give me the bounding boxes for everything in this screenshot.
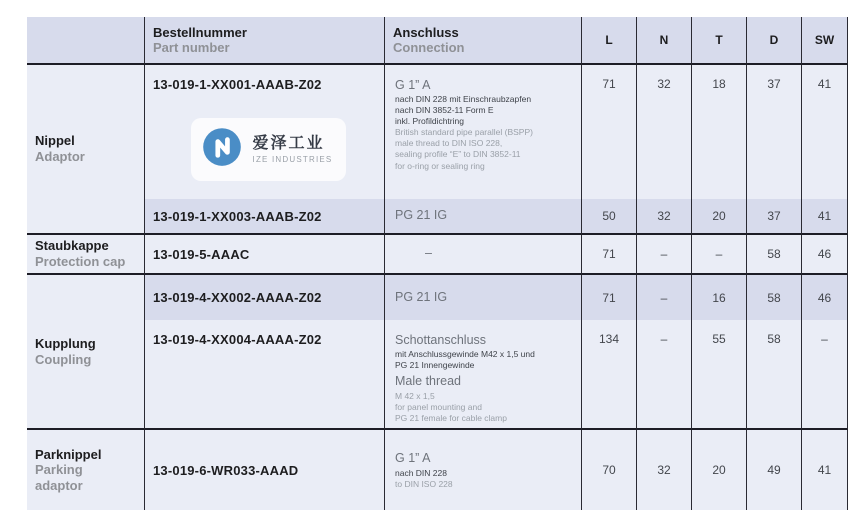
- dim-value-SW: 41: [802, 430, 848, 510]
- connection-lead: Male thread: [395, 374, 462, 389]
- dim-value-D: 49: [747, 430, 802, 510]
- connection-lead: G 1” A: [395, 451, 431, 466]
- header-dim-N: N: [637, 17, 692, 65]
- part-number: 13-019-5-AAAC: [153, 246, 250, 262]
- dim-value-L: 70: [582, 430, 637, 510]
- header-dim-D: D: [747, 17, 802, 65]
- part-cell: [145, 65, 385, 199]
- group-label-parknippel: [27, 430, 145, 510]
- dim-value-D: 37: [747, 199, 802, 235]
- header-part-de: Bestellnummer: [153, 25, 247, 40]
- dim-value-L: 134: [582, 320, 637, 430]
- part-cell: [145, 320, 385, 430]
- connection-lead: PG 21 IG: [395, 208, 448, 223]
- dim-value-L: 71: [582, 275, 637, 320]
- dim-value-T: 18: [692, 65, 747, 199]
- dim-value-T: 20: [692, 199, 747, 235]
- group-label-de: Nippel: [35, 133, 75, 149]
- connection-cell: [385, 235, 582, 275]
- connection-cell: [385, 430, 582, 510]
- dim-value-D: 58: [747, 235, 802, 275]
- dim-value-SW: 41: [802, 199, 848, 235]
- dim-value-N: 32: [637, 65, 692, 199]
- connection-en-line: for o-ring or sealing ring: [395, 160, 485, 171]
- dim-value-D: 58: [747, 320, 802, 430]
- dim-value-N: –: [637, 320, 692, 430]
- dim-value-T: 20: [692, 430, 747, 510]
- connection-cell: [385, 275, 582, 320]
- connection-de-line: nach DIN 228: [395, 467, 447, 478]
- part-number: 13-019-4-XX004-AAAA-Z02: [153, 332, 322, 347]
- group-label-de: Parknippel: [35, 446, 102, 462]
- connection-cell: [385, 199, 582, 235]
- dim-value-T: 55: [692, 320, 747, 430]
- group-label-en: Coupling: [35, 351, 92, 367]
- connection-lead: PG 21 IG: [395, 289, 448, 304]
- dim-value-L: 71: [582, 235, 637, 275]
- connection-en-line: PG 21 female for cable clamp: [395, 412, 507, 423]
- dim-value-L: 71: [582, 65, 637, 199]
- group-label-kupplung: [27, 275, 145, 430]
- part-number: 13-019-1-XX001-AAAB-Z02: [153, 77, 322, 92]
- connection-en-line: to DIN ISO 228: [395, 478, 453, 489]
- connection-de-line: PG 21 Innengewinde: [395, 360, 475, 371]
- header-connection: [385, 17, 582, 65]
- connection-en-line: for panel mounting and: [395, 401, 482, 412]
- group-label-en: Protection cap: [35, 254, 126, 269]
- dim-value-SW: –: [802, 320, 848, 430]
- connection-de-line: nach DIN 228 mit Einschraubzapfen: [395, 94, 532, 105]
- group-label-en: Adaptor: [35, 149, 85, 164]
- connection-lead: Schottanschluss: [395, 333, 487, 347]
- part-number: 13-019-1-XX003-AAAB-Z02: [153, 208, 322, 224]
- group-label-staubkappe: [27, 235, 145, 275]
- part-cell: [145, 235, 385, 275]
- header-empty-cell: [27, 17, 145, 65]
- dim-value-SW: 46: [802, 235, 848, 275]
- group-label-nippel: [27, 65, 145, 235]
- connection-en-line: M 42 x 1,5: [395, 390, 435, 401]
- header-conn-en: Connection: [393, 40, 465, 55]
- dim-value-L: 50: [582, 199, 637, 235]
- connection-cell: [385, 320, 582, 430]
- group-label-de: Kupplung: [35, 335, 96, 351]
- connection-en-line: British standard pipe parallel (BSPP): [395, 127, 533, 138]
- part-cell: [145, 275, 385, 320]
- ize-logo-text: [253, 135, 333, 164]
- connection-en-line: sealing profile “E” to DIN 3852-11: [395, 149, 521, 160]
- header-dim-SW: SW: [802, 17, 848, 65]
- dim-value-T: –: [692, 235, 747, 275]
- dim-value-D: 37: [747, 65, 802, 199]
- header-conn-de: Anschluss: [393, 25, 459, 40]
- connection-en-line: male thread to DIN ISO 228,: [395, 138, 503, 149]
- ize-logo-icon: [201, 126, 243, 173]
- part-cell: [145, 199, 385, 235]
- part-cell: [145, 430, 385, 510]
- dim-value-SW: 46: [802, 275, 848, 320]
- header-dim-L: L: [582, 17, 637, 65]
- ize-watermark: [191, 118, 347, 181]
- dim-value-T: 16: [692, 275, 747, 320]
- part-number: 13-019-6-WR033-AAAD: [153, 462, 299, 478]
- part-number: 13-019-4-XX002-AAAA-Z02: [153, 290, 322, 305]
- connection-cell: [385, 65, 582, 199]
- dim-value-D: 58: [747, 275, 802, 320]
- header-part-number: [145, 17, 385, 65]
- connection-lead: –: [425, 246, 432, 261]
- group-label-en: Parking adaptor: [35, 462, 83, 493]
- ize-logo-cn: 爱泽工业: [252, 135, 325, 153]
- connection-de-line: nach DIN 3852-11 Form E: [395, 105, 494, 116]
- group-label-de: Staubkappe: [35, 238, 109, 254]
- parts-table: [27, 17, 848, 510]
- dim-value-SW: 41: [802, 65, 848, 199]
- dim-value-N: –: [637, 235, 692, 275]
- connection-de-line: mit Anschlussgewinde M42 x 1,5 und: [395, 349, 535, 360]
- header-part-en: Part number: [153, 40, 230, 55]
- ize-logo-en: IZE INDUSTRIES: [252, 154, 333, 164]
- dim-value-N: 32: [637, 199, 692, 235]
- connection-lead: G 1” A: [395, 78, 431, 92]
- dim-value-N: –: [637, 275, 692, 320]
- connection-de-line: inkl. Profildichtring: [395, 116, 464, 127]
- dim-value-N: 32: [637, 430, 692, 510]
- header-dim-T: T: [692, 17, 747, 65]
